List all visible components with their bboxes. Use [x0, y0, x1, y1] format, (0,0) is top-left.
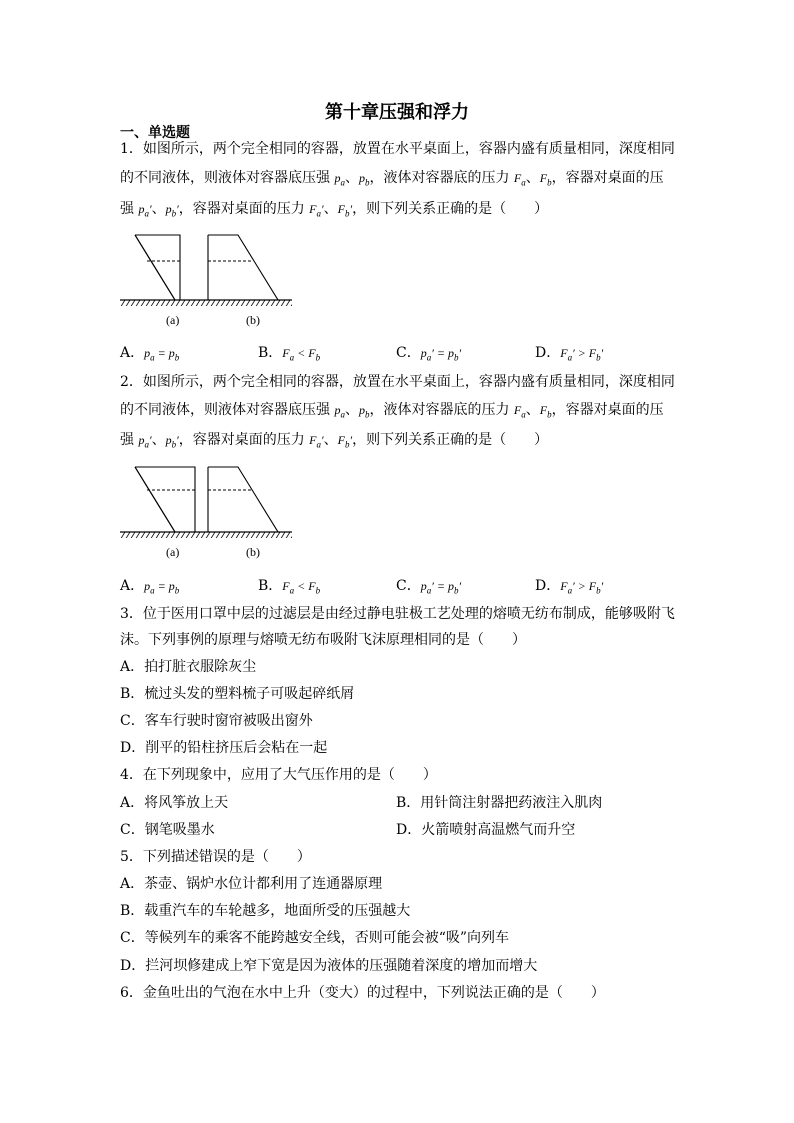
q1-option-d: D．$F_a' > F_b'$ — [535, 345, 604, 363]
q5-option-b: B．载重汽车的车轮越多，地面所受的压强越大 — [120, 903, 411, 919]
q2-option-a: A．$p_a = p_b$ — [120, 578, 180, 596]
q2-caption-a: (a) — [166, 545, 180, 559]
q5-line-1: 5．下列描述错误的是（ ） — [120, 849, 311, 865]
q5-option-a: A．茶壶、锅炉水位计都利用了连通器原理 — [120, 876, 383, 892]
q1-caption-b: (b) — [246, 313, 260, 327]
q4-line-1: 4．在下列现象中，应用了大气压作用的是（ ） — [120, 767, 437, 783]
q3-option-b: B．梳过头发的塑料梳子可吸起碎纸屑 — [120, 686, 355, 702]
q5-option-c: C．等候列车的乘客不能跨越安全线，否则可能会被“吸”向列车 — [120, 930, 510, 946]
q2-option-b: B．$F_a < F_b$ — [258, 578, 321, 596]
section-heading: 一、单选题 — [120, 125, 190, 141]
q4-option-a: A．将风筝放上天 — [120, 795, 229, 811]
q2-option-d: D．$F_a' > F_b'$ — [535, 578, 604, 596]
q1-container-figure — [120, 228, 300, 333]
q4-option-c: C．钢笔吸墨水 — [120, 822, 215, 838]
q2-caption-b: (b) — [246, 545, 260, 559]
q3-option-a: A．拍打脏衣服除灰尘 — [120, 659, 257, 675]
q2-line-3: 强 $p_a'$、$p_b'$，容器对桌面的压力 $F_a'$、$F_b'$，则下列关系正确的是（ ） — [120, 432, 549, 450]
q1-line-3: 强 $p_a'$、$p_b'$，容器对桌面的压力 $F_a'$、$F_b'$，则下列关系正确的是（ ） — [120, 201, 549, 219]
q3-line-1: 3．位于医用口罩中层的过滤层是由经过静电驻极工艺处理的熔喷无纺布制成，能够吸附飞 — [120, 606, 675, 622]
q1-option-c: C．$p_a' = p_b'$ — [396, 345, 462, 363]
q1-option-a: A．$p_a = p_b$ — [120, 345, 180, 363]
q1-caption-a: (a) — [166, 313, 180, 327]
q2-container-figure — [120, 460, 300, 565]
page-title: 第十章压强和浮力 — [325, 102, 469, 123]
q4-option-b: B．用针筒注射器把药液注入肌肉 — [396, 795, 603, 811]
q2-line-1: 2．如图所示，两个完全相同的容器，放置在水平桌面上，容器内盛有质量相同，深度相同 — [120, 374, 675, 390]
q6-line-1: 6．金鱼吐出的气泡在水中上升（变大）的过程中，下列说法正确的是（ ） — [120, 985, 605, 1001]
q3-line-2: 沫。下列事例的原理与熔喷无纺布吸附飞沫原理相同的是（ ） — [120, 632, 526, 648]
q3-option-c: C．客车行驶时窗帘被吸出窗外 — [120, 713, 313, 729]
q1-line-2: 的不同液体，则液体对容器底压强 $p_a$、$p_b$，液体对容器底的压力 $F_a$、$F_b$，容器对桌面的压 — [120, 170, 664, 188]
q1-line-1: 1．如图所示，两个完全相同的容器，放置在水平桌面上，容器内盛有质量相同，深度相同 — [120, 141, 675, 157]
q4-option-d: D．火箭喷射高温燃气而升空 — [396, 822, 576, 838]
q3-option-d: D．削平的铅柱挤压后会粘在一起 — [120, 740, 328, 756]
q5-option-d: D．拦河坝修建成上窄下宽是因为液体的压强随着深度的增加而增大 — [120, 958, 538, 974]
q2-option-c: C．$p_a' = p_b'$ — [396, 578, 462, 596]
q1-option-b: B．$F_a < F_b$ — [258, 345, 321, 363]
q2-line-2: 的不同液体，则液体对容器底压强 $p_a$、$p_b$，液体对容器底的压力 $F_a$、$F_b$，容器对桌面的压 — [120, 402, 664, 420]
